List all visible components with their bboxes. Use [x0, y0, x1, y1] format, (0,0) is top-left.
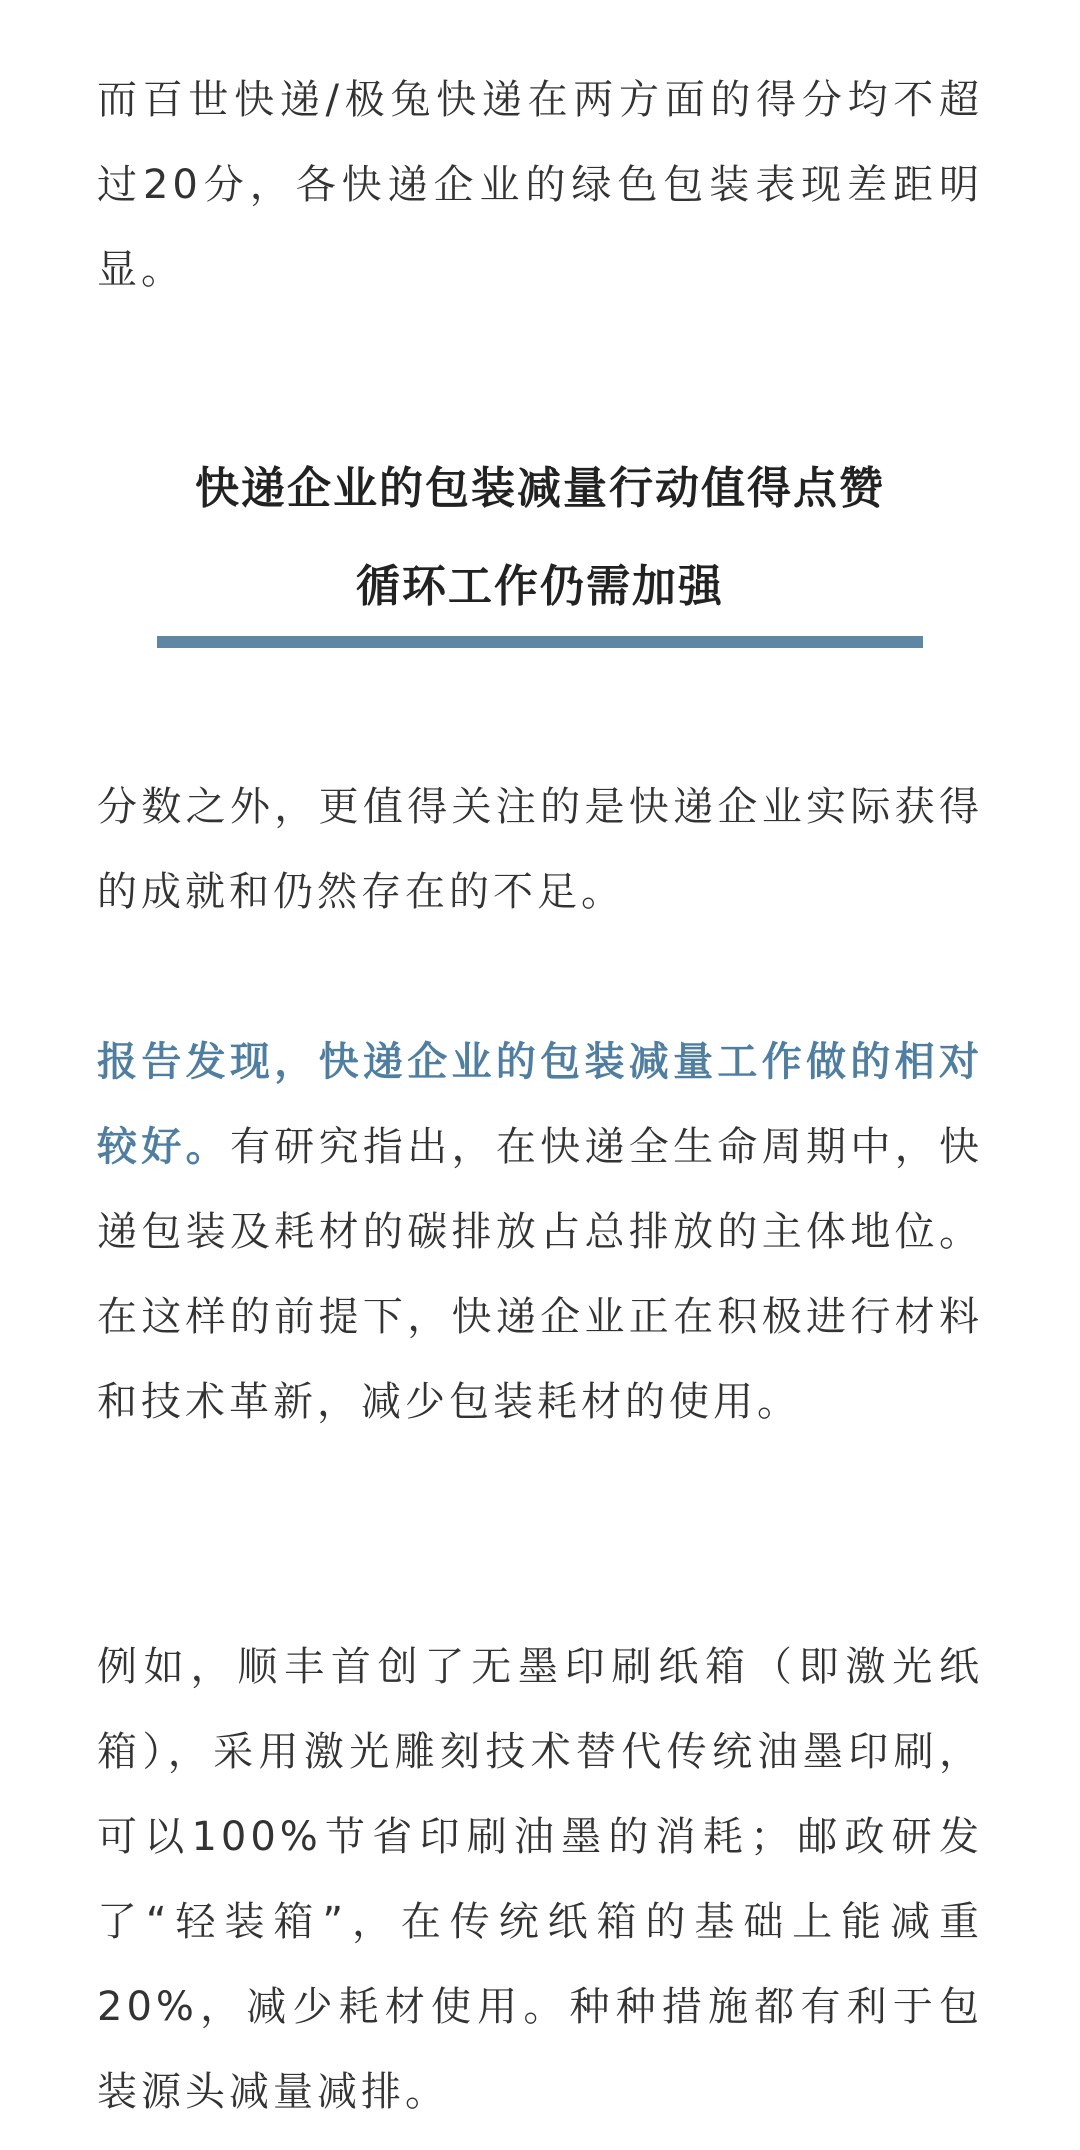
paragraph-green-packaging-gap: 而百世快递/极兔快递在两方面的得分均不超过20分，各快递企业的绿色包装表现差距明显。: [97, 77, 983, 293]
section-heading-underline: [157, 636, 923, 648]
section-heading-line-2: 循环工作仍需加强: [356, 561, 724, 612]
report-findings-text: 有研究指出，在快递全生命周期中，快递包装及耗材的碳排放占总排放的主体地位。在这样的前提下，快递企业正在积极进行材料和技术革新，减少包装耗材的使用。: [97, 1124, 984, 1425]
report-findings-highlight: 报告发现，快递企业的包装减量工作做的相对较好。: [97, 1039, 983, 1170]
paragraph-achievements-intro: 分数之外，更值得关注的是快递企业实际获得的成就和仍然存在的不足。: [97, 784, 983, 915]
paragraph-examples: 例如，顺丰首创了无墨印刷纸箱（即激光纸箱），采用激光雕刻技术替代传统油墨印刷，可以100%节省印刷油墨的消耗；邮政研发了“轻装箱”，在传统纸箱的基础上能减重20%，减少耗材使用。种种措施都有利于包装源头减量减排。: [97, 1644, 983, 2115]
paragraph-report-findings: [97, 1020, 983, 1445]
section-heading-line-1: 快递企业的包装减量行动值得点赞: [195, 463, 885, 514]
section-heading: [157, 440, 923, 636]
